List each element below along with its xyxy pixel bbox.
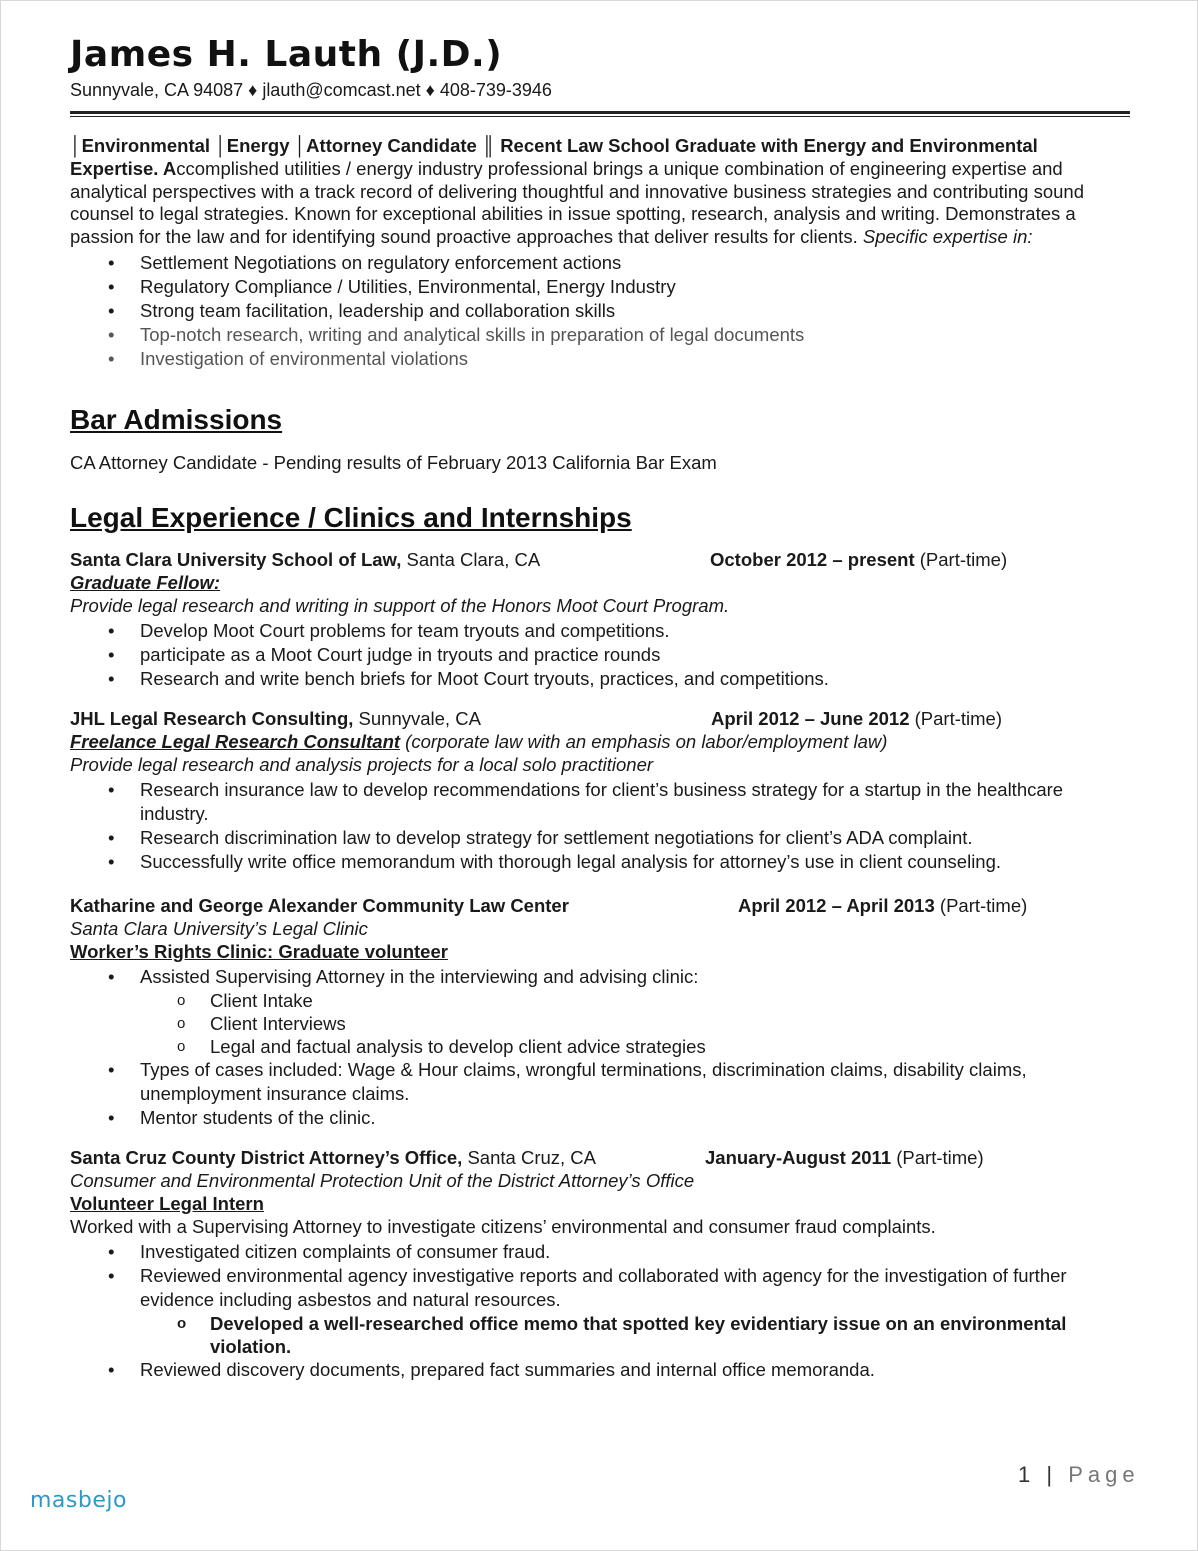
- job-organization: Santa Cruz County District Attorney’s Office,: [70, 1146, 463, 1168]
- sub-list-item: o Legal and factual analysis to develop client advice strategies: [70, 1035, 1130, 1058]
- expertise-list: [70, 251, 1130, 371]
- summary-lead: │Environmental │Energy │Attorney Candidate ║ Recent Law School Graduate with Energy and Environmental Expertise. A: [70, 135, 1038, 179]
- list-item: • Reviewed environmental agency investigative reports and collaborated with agency for the investigation of further evidence including asbestos and natural resources.: [70, 1264, 1130, 1312]
- job-role: Volunteer Legal Intern: [70, 1192, 264, 1214]
- list-item: • Settlement Negotiations on regulatory enforcement actions: [70, 251, 1130, 275]
- job-role-line: [70, 730, 1130, 753]
- sub-list-item: o Client Interviews: [70, 1012, 1130, 1035]
- job-duties: [70, 1358, 1130, 1382]
- page-number: 1: [1018, 1462, 1036, 1487]
- list-item: • Types of cases included: Wage & Hour claims, wrongful terminations, discrimination claims, disability claims, unemployment insurance claims.: [70, 1058, 1130, 1106]
- job-organization: Katharine and George Alexander Community Law Center: [70, 894, 569, 916]
- list-item: • Successfully write office memorandum with thorough legal analysis for attorney’s use in client counseling.: [70, 850, 1130, 874]
- summary-body: ccomplished utilities / energy industry professional brings a unique combination of engineering expertise and analytical perspectives with a track record of delivering thoughtful and innovative business strategies and contributing sound counsel to legal strategies. Known for exceptional abilities in issue spotting, research, analysis and writing. Demonstrates a passion for the law and for identifying sound proactive approaches that deliver results for clients.: [70, 157, 1084, 248]
- job-role: Worker’s Rights Clinic: Graduate volunteer: [70, 940, 448, 962]
- job-role: Freelance Legal Research Consultant: [70, 730, 401, 752]
- list-item: • Research discrimination law to develop strategy for settlement negotiations for client’s ADA complaint.: [70, 826, 1130, 850]
- job-duties: [70, 1240, 1130, 1312]
- job-subduties: [70, 1312, 1130, 1358]
- job-dates: April 2012 – April 2013 (Part-time): [738, 894, 1028, 916]
- job-header: [70, 1146, 1130, 1169]
- list-item: • Investigation of environmental violations: [70, 347, 1130, 371]
- job-dates: January-August 2011 (Part-time): [705, 1146, 984, 1168]
- list-item: • Assisted Supervising Attorney in the interviewing and advising clinic:: [70, 965, 1130, 989]
- watermark-logo: masbejo: [30, 1488, 127, 1513]
- list-item: • Strong team facilitation, leadership and collaboration skills: [70, 299, 1130, 323]
- job-header: [70, 707, 1130, 730]
- page-label: Page: [1068, 1462, 1140, 1487]
- bar-admissions-title: Bar Admissions: [70, 403, 283, 435]
- job-dates: October 2012 – present (Part-time): [710, 548, 1008, 570]
- list-item: • Research insurance law to develop recommendations for client’s business strategy for a startup in the healthcare industry.: [70, 778, 1130, 826]
- legal-experience-title: Legal Experience / Clinics and Internships: [70, 501, 632, 533]
- page-separator: |: [1035, 1462, 1069, 1487]
- sub-list-item: o Client Intake: [70, 989, 1130, 1012]
- job-role-note: (corporate law with an emphasis on labor/employment law): [400, 730, 888, 752]
- list-item: • Develop Moot Court problems for team tryouts and competitions.: [70, 619, 1130, 643]
- header-rule-thin: [70, 116, 1130, 117]
- summary-tail: Specific expertise in:: [862, 226, 1033, 248]
- header-rule-thick: [70, 111, 1130, 114]
- job-subtitle: Consumer and Environmental Protection Unit of the District Attorney’s Office: [70, 1169, 695, 1191]
- job-subtitle: Santa Clara University’s Legal Clinic: [70, 917, 368, 939]
- job-duties: [70, 965, 1130, 989]
- list-item: • participate as a Moot Court judge in tryouts and practice rounds: [70, 643, 1130, 667]
- contact-line: Sunnyvale, CA 94087 ♦ jlauth@comcast.net ♦ 408-739-3946: [70, 80, 552, 100]
- sub-list-item: o Developed a well-researched office memo that spotted key evidentiary issue on an environmental violation.: [70, 1312, 1130, 1358]
- job-organization: Santa Clara University School of Law,: [70, 548, 402, 570]
- job-role: Graduate Fellow:: [70, 571, 221, 593]
- list-item: • Investigated citizen complaints of consumer fraud.: [70, 1240, 1130, 1264]
- job-description: Worked with a Supervising Attorney to investigate citizens’ environmental and consumer fraud complaints.: [70, 1215, 936, 1237]
- summary-paragraph: [70, 135, 1130, 249]
- bar-admissions-text: CA Attorney Candidate - Pending results of February 2013 California Bar Exam: [70, 451, 717, 473]
- job-duties: [70, 619, 1130, 691]
- list-item: • Research and write bench briefs for Moot Court tryouts, practices, and competitions.: [70, 667, 1130, 691]
- job-header: [70, 548, 1130, 571]
- list-item: • Regulatory Compliance / Utilities, Environmental, Energy Industry: [70, 275, 1130, 299]
- list-item: • Top-notch research, writing and analytical skills in preparation of legal documents: [70, 323, 1130, 347]
- job-location: Santa Cruz, CA: [462, 1146, 596, 1168]
- job-duties: [70, 778, 1130, 874]
- list-item: • Reviewed discovery documents, prepared fact summaries and internal office memoranda.: [70, 1358, 1130, 1382]
- job-location: Santa Clara, CA: [401, 548, 541, 570]
- page-number-footer: [1018, 1462, 1140, 1488]
- job-dates: April 2012 – June 2012 (Part-time): [711, 707, 1002, 729]
- job-header: [70, 894, 1130, 917]
- list-item: • Mentor students of the clinic.: [70, 1106, 1130, 1130]
- job-description: Provide legal research and analysis projects for a local solo practitioner: [70, 753, 654, 775]
- job-duties: [70, 1058, 1130, 1130]
- job-organization: JHL Legal Research Consulting,: [70, 707, 354, 729]
- candidate-name: James H. Lauth (J.D.): [70, 34, 503, 75]
- job-subduties: [70, 989, 1130, 1058]
- job-location: Sunnyvale, CA: [353, 707, 481, 729]
- resume-content: [70, 34, 1130, 1382]
- job-description: Provide legal research and writing in support of the Honors Moot Court Program.: [70, 594, 730, 616]
